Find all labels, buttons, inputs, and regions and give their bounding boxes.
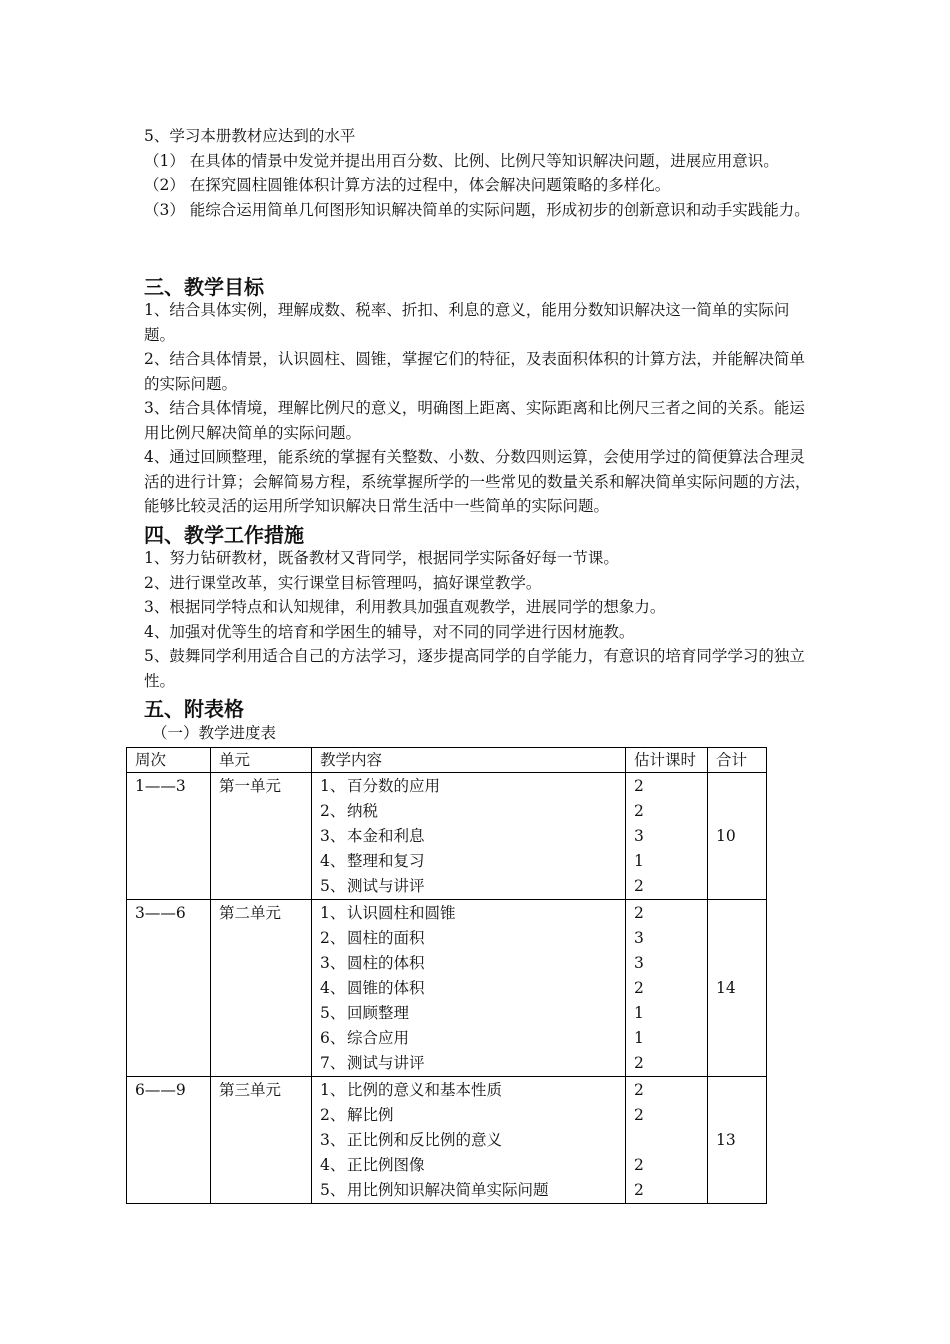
teaching-goal-item: 4、通过回顾整理，能系统的掌握有关整数、小数、分数四则运算，会使用学过的简便算法合理灵活的进行计算；会解简易方程，系统掌握所学的一些常见的数量关系和解决简单实际问题的方法，能够比较灵活的运用所学知识解决日常生活中一些简单的实际问题。 [144,448,811,515]
teaching-measure-item: 2、进行课堂改革，实行课堂目标管理吗，搞好课堂教学。 [144,573,542,592]
lesson-item: 5、 回顾整理 [320,1004,409,1022]
row-hours [626,1077,708,1204]
lesson-item: 6、 综合应用 [320,1029,409,1047]
header-unit: 单元 [211,748,312,773]
row-unit: 第三单元 [219,1081,282,1099]
row-weeks: 6——9 [135,1081,186,1099]
teaching-measure-item: 3、根据同学特点和认知规律，利用教具加强直观教学，进展同学的想象力。 [144,598,666,616]
teaching-goal-item: 1、结合具体实例，理解成数、税率、折扣、利息的意义，能用分数知识解决这一简单的实际问题。 [144,301,790,344]
learning-level-item: （2） 在探究圆柱圆锥体积计算方法的过程中，体会解决问题策略的多样化。 [144,176,671,194]
row-hours [626,900,708,1077]
lesson-hours: 2 [634,904,644,922]
header-weeks: 周次 [127,748,211,773]
teaching-goal-item: 2、结合具体情景，认识圆柱、圆锥，掌握它们的特征，及表面积体积的计算方法，并能解决简单的实际问题。 [144,350,805,393]
learning-level-section [144,124,816,222]
lesson-hours: 3 [634,827,644,845]
row-weeks: 3——6 [135,904,186,922]
lesson-item: 1、 比例的意义和基本性质 [320,1081,502,1099]
header-hours: 估计课时 [626,748,708,773]
lesson-hours: 1 [634,1004,644,1022]
row-total: 10 [708,773,767,900]
lesson-item: 4、 圆锥的体积 [320,979,425,997]
teaching-measures-list [144,546,816,693]
row-total: 13 [708,1077,767,1204]
learning-level-title: 5、学习本册教材应达到的水平 [144,127,356,145]
teaching-measure-item: 5、鼓舞同学利用适合自己的方法学习，逐步提高同学的自学能力，有意识的培育同学学习的独立性。 [144,647,805,690]
header-content: 教学内容 [312,748,626,773]
row-hours [626,773,708,900]
lesson-item: 3、 正比例和反比例的意义 [320,1131,502,1149]
lesson-hours: 2 [634,777,644,795]
lesson-hours: 2 [634,802,644,820]
lesson-hours: 1 [634,1029,644,1047]
row-unit: 第一单元 [219,777,282,795]
teaching-schedule-table [126,747,767,1204]
table-row [127,1077,767,1204]
lesson-hours: 2 [634,877,644,895]
lesson-item: 1、 认识圆柱和圆锥 [320,904,456,922]
row-content [312,900,626,1077]
lesson-item: 5、 测试与讲评 [320,877,425,895]
lesson-item: 2、 圆柱的面积 [320,929,425,947]
row-content [312,773,626,900]
lesson-item: 2、 解比例 [320,1106,394,1124]
lesson-item: 5、 用比例知识解决简单实际问题 [320,1181,549,1199]
lesson-item: 1、 百分数的应用 [320,777,440,795]
table-caption: （一）教学进度表 [152,724,277,742]
lesson-item: 7、 测试与讲评 [320,1054,425,1072]
lesson-item: 3、 圆柱的体积 [320,954,425,972]
lesson-item: 4、 整理和复习 [320,852,425,870]
lesson-hours: 3 [634,954,644,972]
lesson-hours: 2 [634,1106,644,1124]
row-weeks: 1——3 [135,777,186,795]
teaching-goal-item: 3、结合具体情境，理解比例尺的意义，明确图上距离、实际距离和比例尺三者之间的关系。能运用比例尺解决简单的实际问题。 [144,399,805,442]
lesson-item: 2、 纳税 [320,802,378,820]
table-header-row [127,748,767,773]
section-heading-teaching-measures: 四、教学工作措施 [144,523,304,547]
teaching-measure-item: 1、努力钻研教材，既备教材又背同学，根据同学实际备好每一节课。 [144,549,619,567]
section-heading-teaching-goals: 三、教学目标 [144,275,264,299]
lesson-hours: 3 [634,929,644,947]
teaching-measure-item: 4、加强对优等生的培育和学困生的辅导，对不同的同学进行因材施教。 [144,622,635,641]
lesson-item: 4、 正比例图像 [320,1156,425,1174]
lesson-hours: 2 [634,1181,644,1199]
lesson-hours: 2 [634,1156,644,1174]
row-unit: 第二单元 [219,904,282,922]
lesson-hours: 2 [634,1081,644,1099]
row-total: 14 [708,900,767,1077]
lesson-item: 3、 本金和利息 [320,827,425,845]
lesson-hours: 1 [634,852,644,870]
table-row [127,900,767,1077]
teaching-goals-list [144,298,816,519]
header-total: 合计 [708,748,767,773]
lesson-hours [634,1128,707,1153]
section-heading-attached-tables: 五、附表格 [144,697,244,721]
row-content [312,1077,626,1204]
learning-level-item: （1） 在具体的情景中发觉并提出用百分数、比例、比例尺等知识解决问题，进展应用意识。 [144,151,779,170]
table-row [127,773,767,900]
lesson-hours: 2 [634,1054,644,1072]
learning-level-item: （3） 能综合运用简单几何图形知识解决简单的实际问题，形成初步的创新意识和动手实践能力。 [144,200,810,219]
lesson-hours: 2 [634,979,644,997]
